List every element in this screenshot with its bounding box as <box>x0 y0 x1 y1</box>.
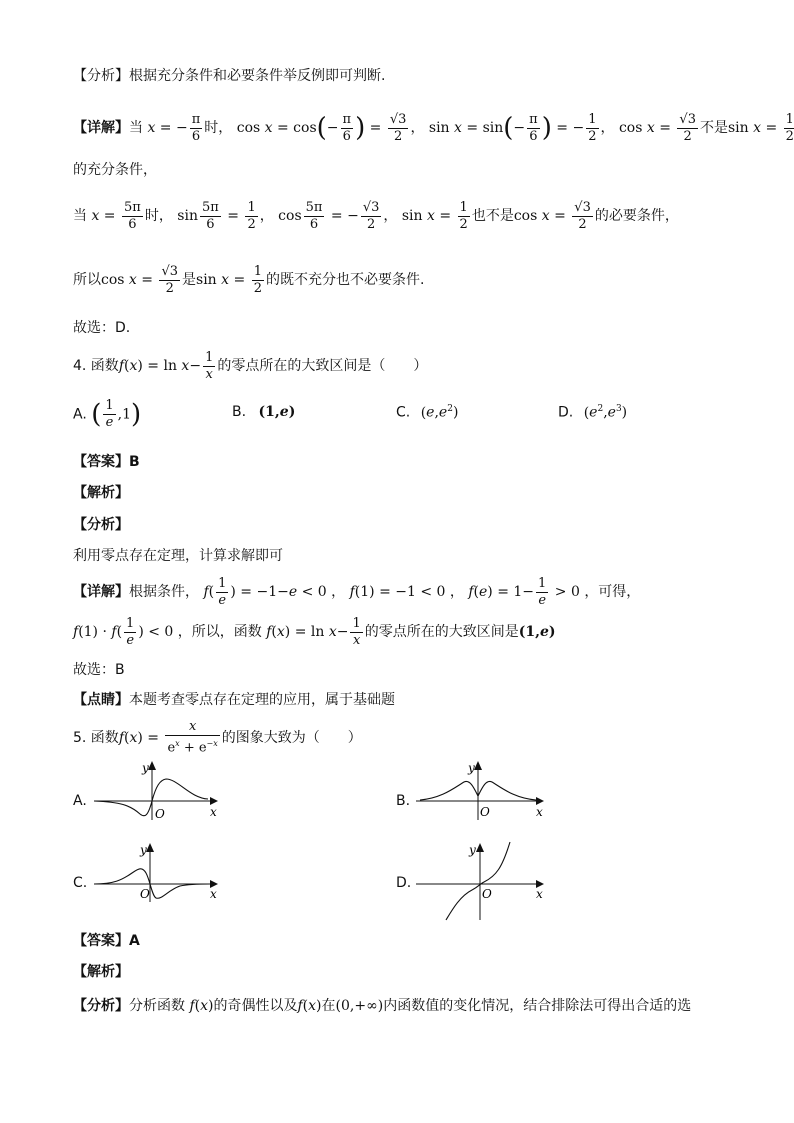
q4-jiexi: 【解析】 <box>73 485 129 501</box>
q4-stem: 4. 函数f(x) = ln x− $\frac{1}{x}$ 的零点所在的大致区间是（ ） <box>73 349 428 382</box>
y-label: y <box>140 843 147 857</box>
q5-graph-a <box>90 758 225 822</box>
q5-graph-c <box>90 840 225 904</box>
fraction: $\frac{\pi}{6}$ <box>191 111 201 144</box>
origin-label: O <box>155 807 165 821</box>
q5-graph-d <box>412 838 552 922</box>
origin-label: O <box>482 887 492 901</box>
q4-option-c: C. $(e,e^2)$ <box>396 404 459 421</box>
x-label: x <box>536 805 543 819</box>
origin-label: O <box>140 887 150 901</box>
q3-detail-line3: 当 x = $\frac{5\pi}{6}$ 时， sin $\frac{5\pi}{6}$ = $\frac{1}{2}$ ， cos $\frac{5\pi}{6}$ = − $\frac{√3}{2}$ ， sin x = $\frac{1}{2}$ 也不是cos x = $\frac{√3}{2}$ 的必要条件， <box>73 199 679 232</box>
q5-option-a-label: A. <box>73 793 87 809</box>
y-label: y <box>468 761 475 775</box>
q5-fenxi: 【分析】分析函数 f(x)的奇偶性以及f(x)在(0,+∞)内函数值的变化情况，结合排除法可得出合适的选 <box>73 998 692 1014</box>
q4-dianjing: 【点睛】本题考查零点存在定理的应用，属于基础题 <box>73 692 395 708</box>
x-label: x <box>210 887 217 901</box>
q4-answer: 【答案】B <box>73 454 140 470</box>
q5-answer: 【答案】A <box>73 933 140 949</box>
q4-choice: 故选：B <box>73 662 125 678</box>
q5-option-d-label: D. <box>396 875 412 891</box>
q4-option-d: D. $(e^2,e^3)$ <box>558 404 628 421</box>
y-label: y <box>469 843 476 857</box>
q5-graph-b <box>412 758 552 822</box>
q5-option-c-label: C. <box>73 875 88 891</box>
detail-tag: 【详解】 <box>73 120 129 136</box>
x-label: x <box>536 887 543 901</box>
q5-stem: 5. 函数f(x) = $\frac{x}{e^x + e^{-x}}$ 的图象大致为（ ） <box>73 719 362 756</box>
q5-jiexi: 【解析】 <box>73 964 129 980</box>
q3-analysis: 【分析】根据充分条件和必要条件举反例即可判断. <box>73 68 386 84</box>
q3-detail-line2: 的充分条件， <box>73 162 157 178</box>
q4-fenxi: 【分析】 <box>73 517 129 533</box>
q4-option-a: A. ( $\frac{1}{e}$ ,1) <box>73 398 142 430</box>
x-label: x <box>210 805 217 819</box>
y-label: y <box>142 761 149 775</box>
q4-fenxi-text: 利用零点存在定理，计算求解即可 <box>73 548 283 564</box>
q4-detail-line1: 【详解】根据条件， f( $\frac{1}{e}$ ) = −1−e < 0 ， f(1) = −1 < 0 ， f(e) = 1− $\frac{1}{e}$ > 0 ，可得， <box>73 575 641 608</box>
q5-option-b-label: B. <box>396 793 411 809</box>
q4-detail-line2: f(1) · f( $\frac{1}{e}$ ) < 0 ，所以，函数 f(x) = ln x− $\frac{1}{x}$ 的零点所在的大致区间是(1,e) <box>73 615 556 648</box>
origin-label: O <box>480 805 490 819</box>
q3-detail-line1: 【详解】当 x = − $\frac{\pi}{6}$ 时， cos x = cos(− $\frac{\pi}{6}$ ) = $\frac{√3}{2}$ ， sin x = sin(− $\frac{\pi}{6}$ ) = − $\frac{1}{2}$ ， cos x = $\frac{√3}{2}$ 不是sin x = $\frac{1}{2}$ <box>73 111 794 144</box>
q3-detail-line4: 所以cos x = $\frac{√3}{2}$ 是sin x = $\frac{1}{2}$ 的既不充分也不必要条件. <box>73 263 425 296</box>
q3-choice: 故选：D. <box>73 320 131 336</box>
q4-option-b: B. (1,e) <box>232 404 296 420</box>
